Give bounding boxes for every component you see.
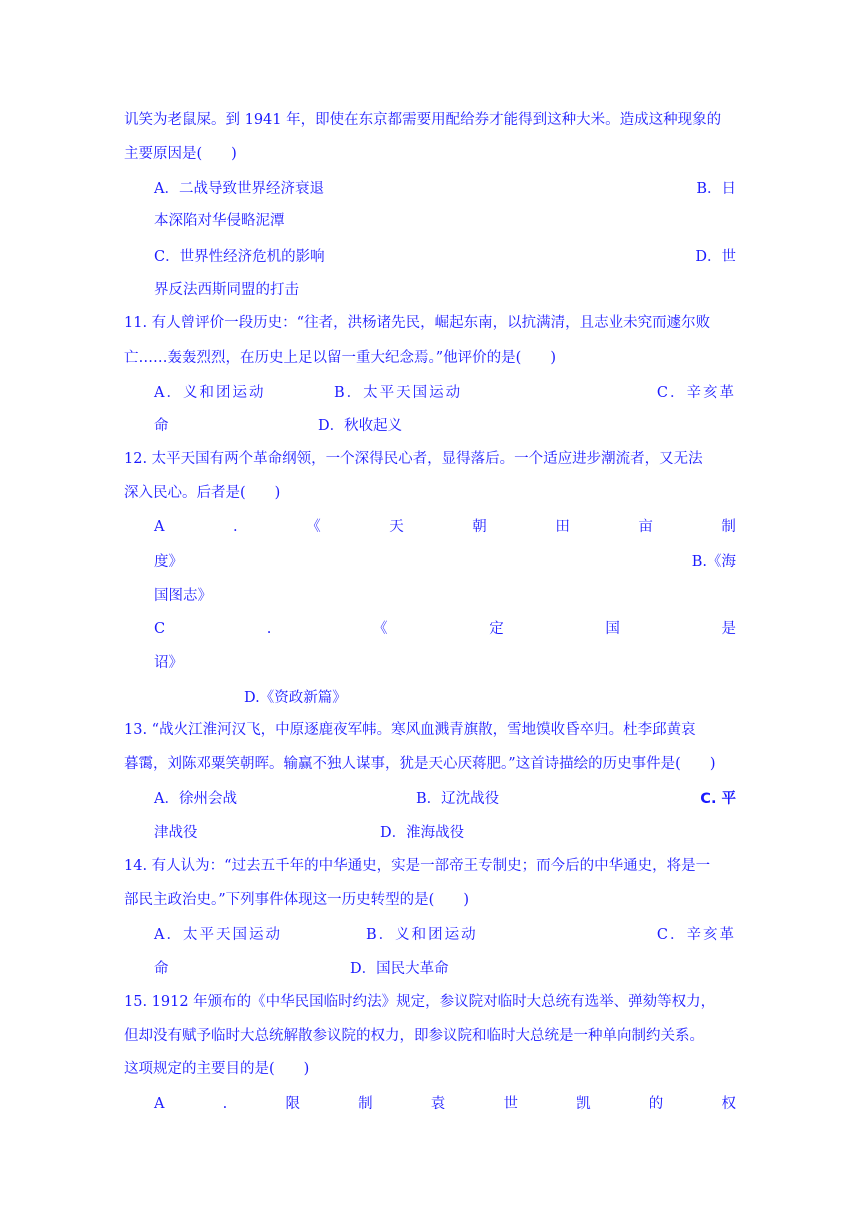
q12-option-a-char: . [233,519,238,535]
q11-line-1: 11. 有人曾评价一段历史：“往者，洪杨诸先民，崛起东南，以抗满清，且志业未究而遽尔败 [124,315,711,331]
q10-line-1: 讥笑为老鼠屎。到 1941 年，即使在东京都需要用配给券才能得到这种大米。造成这种现象的 [124,112,722,128]
q14-option-b: B．义和团运动 [366,927,478,943]
q13-line-1: 13. “战火江淮河汉飞，中原逐鹿夜军帏。寒风血溅青旗散，雪地馍收昏卒归。杜李邱黄哀 [124,722,696,738]
q12-line-2: 深入民心。后者是( ) [124,485,281,501]
q14-option-c-head: C．辛亥革 [656,927,736,943]
q11-option-c-head: C．辛亥革 [656,385,736,401]
q12-option-b-head: B.《海 [691,554,736,570]
q12-option-d: D.《资政新篇》 [244,690,347,706]
q12-option-a-char: 制 [721,519,736,535]
q12-option-a-tail: 度》 [154,554,183,570]
q11-option-b: B．太平天国运动 [334,385,463,401]
q15-line-1: 15. 1912 年颁布的《中华民国临时约法》规定，参议院对临时大总统有选举、弹劾等权力， [124,994,716,1010]
q12-option-c-char: 定 [489,621,504,637]
q15-option-a-char: 的 [648,1096,664,1112]
q11-line-2: 亡……轰轰烈烈，在历史上足以留一重大纪念焉。”他评价的是( ) [124,350,556,366]
q12-option-a-char: 亩 [638,519,653,535]
q12-option-c-char: . [266,621,272,637]
q12-option-a-char: A [154,519,165,535]
q13-option-d: D．淮海战役 [380,825,465,841]
q15-option-a-char: . [222,1096,228,1112]
q13-option-a: A．徐州会战 [154,791,237,807]
q12-option-a-char: 田 [555,519,570,535]
q12-option-c-char: 是 [721,621,736,637]
q15-option-a-char: A [154,1096,165,1112]
q15-option-a-char: 制 [358,1096,373,1112]
q15-option-a-char: 限 [285,1096,300,1112]
q15-line-3: 这项规定的主要目的是( ) [124,1061,310,1077]
q11-option-d: D．秋收起义 [318,418,403,434]
q10-option-d-head: D．世 [695,249,736,265]
q12-line-1: 12. 太平天国有两个革命纲领，一个深得民心者，显得落后。一个适应进步潮流者，又无法 [124,451,703,467]
q14-line-2: 部民主政治史。”下列事件体现这一历史转型的是( ) [124,892,469,908]
q13-option-c-head: C. 平 [700,791,736,807]
q10-option-a: A．二战导致世界经济衰退 [154,181,324,197]
q12-option-c-tail: 诏》 [154,655,183,671]
q12-option-a-char: 天 [389,519,404,535]
q14-option-d: D．国民大革命 [350,961,449,977]
q10-line-2: 主要原因是( ) [124,146,237,162]
q15-option-a [154,1093,736,1115]
q15-line-2: 但却没有赋予临时大总统解散参议院的权力，即参议院和临时大总统是一种单向制约关系。 [124,1028,704,1044]
q12-option-c-char: 国 [605,621,620,637]
q15-option-a-char: 袁 [430,1096,446,1112]
q12-option-b-tail: 国图志》 [154,588,212,604]
q13-option-b: B．辽沈战役 [416,791,500,807]
q13-option-c-tail: 津战役 [154,825,198,841]
q15-option-a-char: 权 [721,1096,736,1112]
q10-option-b-tail: 本深陷对华侵略泥潭 [154,213,285,229]
q10-option-d-tail: 界反法西斯同盟的打击 [154,282,299,298]
q10-option-b-head: B．日 [696,181,736,197]
q12-option-c-char: C [154,621,166,637]
q12-option-a [154,516,736,538]
q13-line-2: 暮霭，刘陈邓粟笑朝晖。输赢不独人谋事，犹是天心厌蒋肥。”这首诗描绘的历史事件是( ) [124,756,716,772]
q11-option-a: A．义和团运动 [154,385,266,401]
q14-option-a: A．太平天国运动 [154,927,282,943]
q12-option-a-char: 《 [306,519,321,535]
q12-option-c [154,618,736,640]
q15-option-a-char: 凯 [576,1096,591,1112]
q15-option-a-char: 世 [503,1096,518,1112]
q11-option-c-tail: 命 [154,418,169,434]
q10-option-c: C．世界性经济危机的影响 [154,249,325,265]
q12-option-c-char: 《 [373,621,388,637]
q14-option-c-tail: 命 [154,961,169,977]
q12-option-a-char: 朝 [472,519,487,535]
q14-line-1: 14. 有人认为：“过去五千年的中华通史，实是一部帝王专制史；而今后的中华通史，将是一 [124,858,711,874]
